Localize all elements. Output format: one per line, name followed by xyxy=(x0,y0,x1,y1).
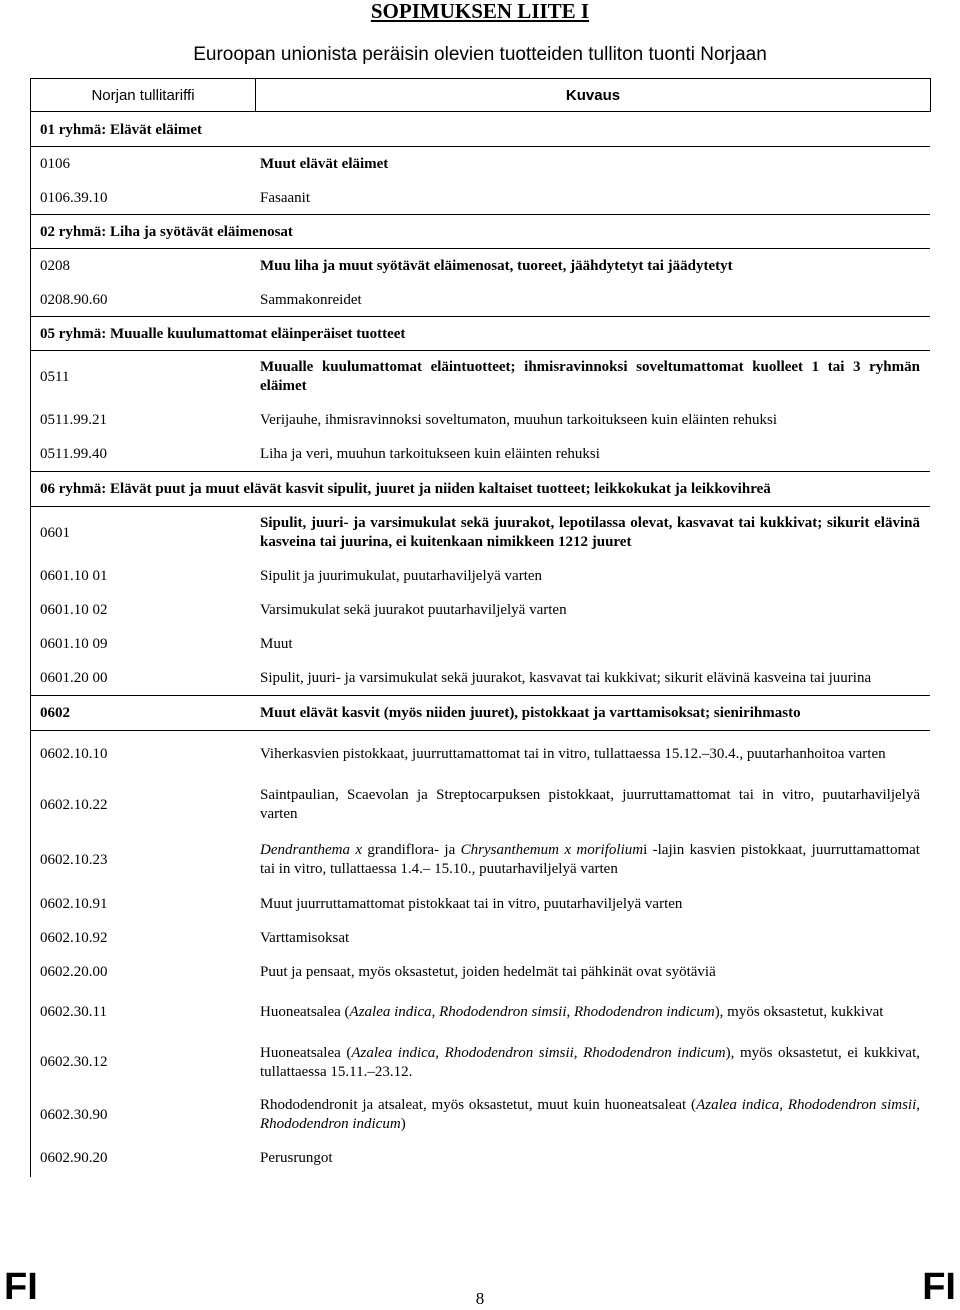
description-cell xyxy=(260,181,920,215)
tariff-description: Muualle kuulumattomat eläintuotteet; ihmisravinnoksi soveltumattomat kuolleet 1 tai 3 ryhmän eläimet xyxy=(260,359,920,394)
description-cell xyxy=(260,593,920,627)
tariff-description: Muut elävät eläimet xyxy=(260,155,389,172)
chapter-heading-row xyxy=(30,317,930,351)
table-row xyxy=(30,147,930,181)
table-row xyxy=(30,833,930,887)
table-row xyxy=(30,1140,930,1177)
tariff-description: Sipulit ja juurimukulat, puutarhaviljelyä varten xyxy=(260,567,543,584)
tariff-description: Sammakonreidet xyxy=(260,291,362,308)
description-cell xyxy=(260,1090,920,1140)
table-row xyxy=(30,1090,930,1140)
tariff-code: 0208 xyxy=(40,257,70,274)
tariff-code: 0602.10.10 xyxy=(40,745,108,762)
tariff-code: 0511 xyxy=(40,368,70,385)
table-row xyxy=(30,696,930,731)
description-cell xyxy=(260,696,920,731)
description-cell xyxy=(260,507,920,559)
document-subtitle: Euroopan unionista peräisin olevien tuotteiden tulliton tuonti Norjaan xyxy=(193,44,767,65)
table-row xyxy=(30,887,930,921)
tariff-description: Sipulit, juuri- ja varsimukulat sekä juurakot, lepotilassa olevat, kasvavat tai kukkivat; sikurit elävinä kasveina tai juurina, ei kuitenkaan nimikkeen 1212 juuret xyxy=(260,515,920,550)
table-row xyxy=(30,627,930,661)
tariff-description: Muut xyxy=(260,635,293,652)
description-cell xyxy=(260,1035,920,1090)
table-row xyxy=(30,777,930,833)
tariff-code: 0106.39.10 xyxy=(40,189,108,206)
column-header-code: Norjan tullitariffi xyxy=(30,78,256,112)
tariff-description: Verijauhe, ihmisravinnoksi soveltumaton, muuhun tarkoitukseen kuin eläinten rehuksi xyxy=(260,411,777,428)
tariff-description: Rhododendronit ja atsaleat, myös oksastetut, muut kuin huoneatsaleat (Azalea indica, Rhododendron simsii, Rhododendron indicum) xyxy=(260,1097,921,1132)
description-cell xyxy=(260,249,920,283)
table-row xyxy=(30,437,930,472)
tariff-code: 0601.20 00 xyxy=(40,670,108,686)
tariff-description: Puut ja pensaat, myös oksastetut, joiden hedelmät tai pähkinät ovat syötäviä xyxy=(260,963,716,980)
tariff-description: Saintpaulian, Scaevolan ja Streptocarpuksen pistokkaat, juurruttamattomat tai in vitro, puutarhaviljelyä varten xyxy=(260,787,920,822)
footer-language-left: FI xyxy=(4,1266,38,1308)
tariff-description: Huoneatsalea (Azalea indica, Rhododendron simsii, Rhododendron indicum), myös oksastetut, ei kukkivat, tullattaessa 15.11.–23.12. xyxy=(260,1044,921,1080)
tariff-description: Fasaanit xyxy=(260,189,310,206)
tariff-code: 0106 xyxy=(40,155,70,172)
description-cell xyxy=(260,351,920,403)
tariff-code: 0601.10 09 xyxy=(40,635,108,652)
tariff-code: 0602.10.91 xyxy=(40,895,108,912)
description-cell xyxy=(260,955,920,989)
table-row xyxy=(30,283,930,317)
table-row xyxy=(30,731,930,777)
description-cell xyxy=(260,989,920,1035)
column-header-description: Kuvaus xyxy=(255,78,931,112)
tariff-code: 0602.30.12 xyxy=(40,1054,108,1070)
table-row xyxy=(30,1035,930,1090)
description-cell xyxy=(260,833,920,887)
table-row xyxy=(30,403,930,437)
chapter-heading: 06 ryhmä: Elävät puut ja muut elävät kasvit sipulit, juuret ja niiden kaltaiset tuotteet; leikkokukat ja leikkovihreä xyxy=(40,481,771,497)
chapter-heading-row xyxy=(30,472,930,507)
tariff-code: 0511.99.40 xyxy=(40,446,107,462)
description-cell xyxy=(260,777,920,833)
tariff-description: Liha ja veri, muuhun tarkoitukseen kuin eläinten rehuksi xyxy=(260,446,600,462)
tariff-description: Perusrungot xyxy=(260,1150,333,1166)
tariff-code: 0602.10.92 xyxy=(40,929,108,946)
description-cell xyxy=(260,559,920,593)
chapter-heading-row xyxy=(30,113,930,147)
tariff-description: Huoneatsalea (Azalea indica, Rhododendron simsii, Rhododendron indicum), myös oksastetut, kukkivat xyxy=(260,1003,884,1020)
tariff-code: 0602.10.23 xyxy=(40,851,108,868)
description-cell xyxy=(260,403,920,437)
table-row xyxy=(30,989,930,1035)
chapter-heading-row xyxy=(30,215,930,249)
table-row xyxy=(30,249,930,283)
chapter-heading: 02 ryhmä: Liha ja syötävät eläimenosat xyxy=(40,223,293,240)
table-row xyxy=(30,921,930,955)
table-row xyxy=(30,559,930,593)
tariff-code: 0602.30.11 xyxy=(40,1003,107,1020)
description-cell xyxy=(260,283,920,317)
tariff-description: Viherkasvien pistokkaat, juurruttamattomat tai in vitro, tullattaessa 15.12.–30.4., puutarhanhoitoa varten xyxy=(260,745,886,762)
document-title: SOPIMUKSEN LIITE I xyxy=(370,0,590,23)
chapter-heading: 01 ryhmä: Elävät eläimet xyxy=(40,121,203,138)
description-cell xyxy=(260,887,920,921)
tariff-code: 0602.20.00 xyxy=(40,963,108,980)
tariff-code: 0602 xyxy=(40,705,70,721)
table-row xyxy=(30,507,930,559)
tariff-code: 0602.10.22 xyxy=(40,796,108,813)
tariff-description: Muut elävät kasvit (myös niiden juuret), pistokkaat ja varttamisoksat; sienirihmasto xyxy=(260,705,801,721)
table-row xyxy=(30,661,930,696)
table-row xyxy=(30,593,930,627)
description-cell xyxy=(260,437,920,472)
description-cell xyxy=(260,1140,920,1177)
tariff-code: 0511.99.21 xyxy=(40,411,107,428)
footer-language-right: FI xyxy=(922,1266,956,1308)
tariff-description: Varsimukulat sekä juurakot puutarhaviljelyä varten xyxy=(260,601,567,618)
description-cell xyxy=(260,661,920,696)
tariff-code: 0208.90.60 xyxy=(40,291,108,308)
tariff-code: 0601.10 02 xyxy=(40,601,108,618)
page-number: 8 xyxy=(475,1289,485,1308)
tariff-code: 0602.90.20 xyxy=(40,1150,108,1166)
tariff-code: 0602.30.90 xyxy=(40,1106,108,1123)
chapter-heading: 05 ryhmä: Muualle kuulumattomat eläinperäiset tuotteet xyxy=(40,325,406,342)
description-cell xyxy=(260,627,920,661)
tariff-description: Varttamisoksat xyxy=(260,929,350,946)
table-row xyxy=(30,351,930,403)
tariff-description: Muu liha ja muut syötävät eläimenosat, tuoreet, jäähdytetyt tai jäädytetyt xyxy=(260,257,733,274)
description-cell xyxy=(260,147,920,181)
tariff-description: Dendranthema x grandiflora- ja Chrysanthemum x morifoliumi -lajin kasvien pistokkaat, juurruttamattomat tai in vitro, tullattaessa 1.4.– 15.10., puutarhaviljelyä varten xyxy=(260,842,920,877)
tariff-description: Sipulit, juuri- ja varsimukulat sekä juurakot, kasvavat tai kukkivat; sikurit elävinä kasveina tai juurina xyxy=(260,670,872,686)
tariff-description: Muut juurruttamattomat pistokkaat tai in vitro, puutarhaviljelyä varten xyxy=(260,895,683,912)
table-row xyxy=(30,181,930,215)
tariff-code: 0601.10 01 xyxy=(40,567,108,584)
tariff-code: 0601 xyxy=(40,524,70,541)
table-row xyxy=(30,955,930,989)
description-cell xyxy=(260,731,920,777)
description-cell xyxy=(260,921,920,955)
